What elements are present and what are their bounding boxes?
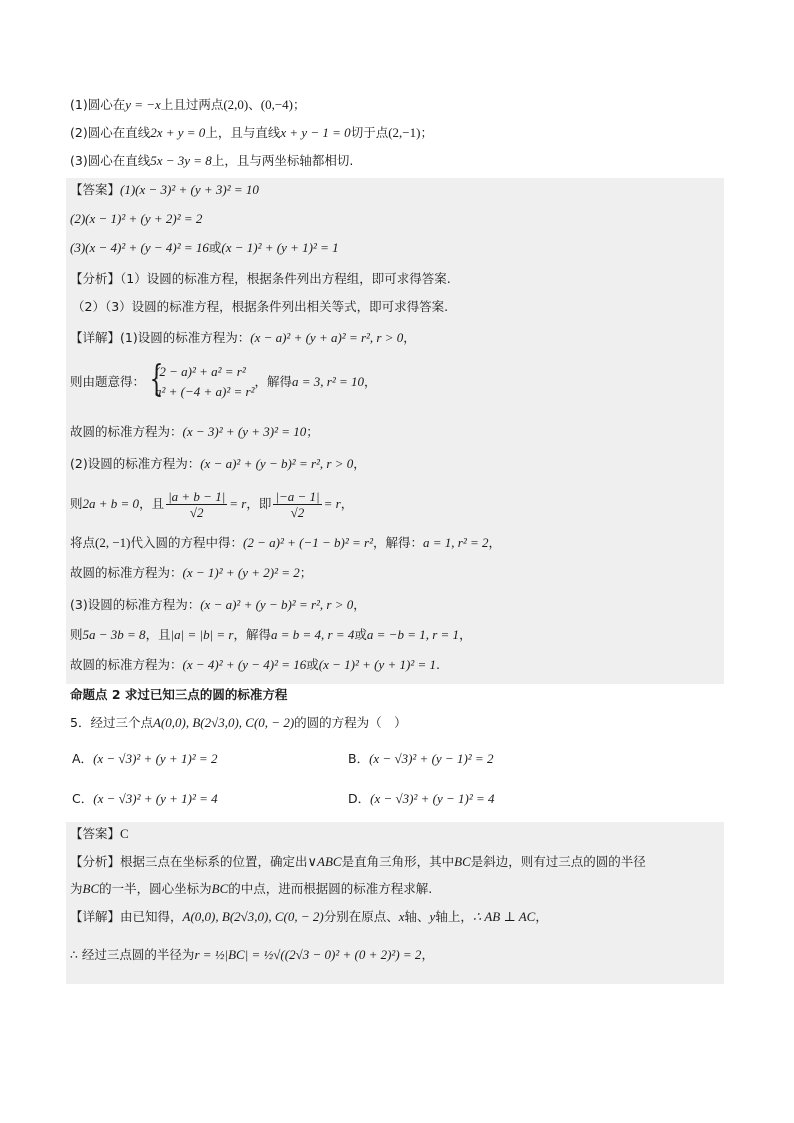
answer-equation-3a: (3)(x − 4)² + (y − 4)² = 16 xyxy=(70,240,209,255)
detail-10-equation-1: (x − 4)² + (y − 4)² = 16 xyxy=(182,657,307,672)
detail-4-text: (2)设圆的标准方程为： xyxy=(70,456,201,471)
analysis-text-1: （1）设圆的标准方程，根据条件列出方程组，即可求得答案. xyxy=(120,271,451,286)
detail-9-or: 或 xyxy=(354,627,367,642)
problem-2-math-a: 2x + y = 0 xyxy=(150,125,206,140)
q5-answer-value: C xyxy=(120,826,129,841)
problem-2-text-b: 上，且与直线 xyxy=(205,125,281,140)
detail-8-text: (3)设圆的标准方程为： xyxy=(70,597,201,612)
question-5-text-b: 的圆的方程为（ ） xyxy=(294,715,407,730)
system-row-2: a² + (−4 + a)² = r² xyxy=(155,384,255,399)
detail-8-equation: (x − a)² + (y − b)² = r², r > 0 xyxy=(200,597,354,612)
detail-line-7 xyxy=(70,564,312,582)
q5-analysis-line-1 xyxy=(70,853,646,871)
problem-2 xyxy=(70,124,433,142)
detail-line-8 xyxy=(70,596,366,614)
section-title: 命题点 2 求过已知三点的圆的标准方程 xyxy=(70,687,288,702)
q5-analysis-2-text-a: 为 xyxy=(70,881,83,896)
detail-9-text-b: ，且 xyxy=(145,627,171,642)
q5-analysis-2-text-c: 的中点，进而根据圆的标准方程求解. xyxy=(228,881,433,896)
detail-8-end: ， xyxy=(353,597,366,612)
detail-9-equation: 5a − 3b = 8 xyxy=(82,627,146,642)
problem-3-text-a: (3)圆心在直线 xyxy=(70,153,151,168)
option-b[interactable] xyxy=(348,750,493,768)
analysis-label: 【分析】 xyxy=(70,271,121,286)
detail-line-4 xyxy=(70,455,366,473)
detail-1-end: ， xyxy=(403,330,416,345)
q5-analysis-bc: BC xyxy=(454,854,471,869)
problem-1-text-d: ； xyxy=(293,97,306,112)
detail-7-text: 故圆的标准方程为： xyxy=(70,565,183,580)
q5-analysis-text-a: 根据三点在坐标系的位置，确定出 xyxy=(120,854,308,869)
detail-5-text-b: ，且 xyxy=(139,496,165,511)
detail-6-solution: a = 1, r² = 2 xyxy=(422,535,489,550)
fraction-2 xyxy=(273,489,321,520)
q5-analysis-2-bc-2: BC xyxy=(211,881,229,896)
q5-detail-2-end: ， xyxy=(421,947,434,962)
problem-2-text-c: 切于点 xyxy=(350,125,389,140)
q5-detail-points: A(0,0), B(2√3,0), C(0, − 2) xyxy=(182,909,324,924)
detail-5-eq-r-2: = r xyxy=(323,496,341,511)
analysis-line-1 xyxy=(70,270,451,288)
q5-detail-perp: ∴ AB ⊥ AC xyxy=(472,909,536,924)
q5-answer-line xyxy=(70,825,129,843)
problem-3-text-b: 上，且与两坐标轴都相切. xyxy=(211,153,354,168)
question-5-stem xyxy=(70,714,407,732)
section-heading xyxy=(70,686,287,704)
detail-7-end: ； xyxy=(299,565,313,580)
answer-line-3 xyxy=(70,239,339,257)
option-c-label: C． xyxy=(72,791,94,806)
detail-10-end: . xyxy=(436,657,441,672)
detail-line-10 xyxy=(70,656,440,674)
answer-equation-3b: (x − 1)² + (y + 1)² = 1 xyxy=(221,240,339,255)
detail-2-end: ， xyxy=(364,374,377,389)
option-a-equation: (x − √3)² + (y + 1)² = 2 xyxy=(93,751,218,766)
detail-9-end: ， xyxy=(459,627,472,642)
q5-analysis-text-b: 是直角三角形，其中 xyxy=(341,854,455,869)
q5-detail-line-1 xyxy=(70,908,548,926)
option-d-label: D． xyxy=(348,791,371,806)
option-b-equation: (x − √3)² + (y − 1)² = 2 xyxy=(369,751,494,766)
problem-3-math-a: 5x − 3y = 8 xyxy=(150,153,212,168)
detail-10-or: 或 xyxy=(306,657,319,672)
option-c-equation: (x − √3)² + (y + 1)² = 4 xyxy=(93,791,218,806)
fraction-1 xyxy=(166,489,227,520)
detail-3-equation: (x − 3)² + (y + 3)² = 10 xyxy=(182,424,307,439)
fraction-1-denominator: √2 xyxy=(189,505,204,520)
q5-answer-label: 【答案】 xyxy=(70,826,121,841)
q5-detail-2-equation: r = ½|BC| = ½√((2√3 − 0)² + (0 + 2)²) = 2 xyxy=(194,947,422,962)
q5-analysis-triangle: ∨ABC xyxy=(307,854,342,869)
question-5-text-a: 5．经过三个点 xyxy=(70,715,153,730)
problem-1 xyxy=(70,96,306,114)
q5-detail-text-b: 分别在原点、 xyxy=(323,909,399,924)
detail-9-text: 则 xyxy=(70,627,83,642)
detail-2-text: 则由题意得： xyxy=(70,374,146,389)
option-a[interactable] xyxy=(72,750,217,768)
detail-label: 【详解】 xyxy=(70,330,121,345)
detail-5-text: 则 xyxy=(70,496,83,511)
problem-1-text-b: 上且过两点 xyxy=(160,97,224,112)
q5-detail-2-text: ∴ 经过三点圆的半径为 xyxy=(70,947,195,962)
q5-analysis-2-text-b: 的一半，圆心坐标为 xyxy=(99,881,212,896)
fraction-2-numerator: |−a − 1| xyxy=(275,489,320,504)
detail-6-text-b: 代入圆的方程中得： xyxy=(130,535,244,550)
system-row-1: (2 − a)² + a² = r² xyxy=(155,364,246,379)
problem-1-math-a: y = −x xyxy=(125,97,161,112)
problem-1-point-2: (0,−4) xyxy=(260,97,294,112)
detail-7-equation: (x − 1)² + (y + 2)² = 2 xyxy=(182,565,300,580)
detail-9-text-c: ，解得 xyxy=(233,627,271,642)
q5-detail-line-2 xyxy=(70,946,434,964)
detail-line-2 xyxy=(70,359,377,402)
detail-line-6 xyxy=(70,534,501,552)
detail-line-5 xyxy=(70,487,353,521)
equation-system xyxy=(145,359,255,402)
answer-equation-1: (1)(x − 3)² + (y + 3)² = 10 xyxy=(120,182,259,197)
detail-5-eq-r: = r xyxy=(229,496,247,511)
answer-line-1 xyxy=(70,181,259,199)
detail-line-3 xyxy=(70,423,319,441)
question-5-points: A(0,0), B(2√3,0), C(0, − 2) xyxy=(152,715,295,730)
analysis-text-2: （2）（3）设圆的标准方程，根据条件列出相关等式，即可求得答案. xyxy=(72,299,449,314)
q5-detail-text-c: 轴、 xyxy=(404,909,430,924)
option-c[interactable] xyxy=(72,790,218,808)
detail-1-equation: (x − a)² + (y + a)² = r², r > 0 xyxy=(250,330,404,345)
option-d-equation: (x − √3)² + (y − 1)² = 4 xyxy=(370,791,495,806)
detail-6-point: (2, −1) xyxy=(95,535,131,550)
q5-analysis-text-c: 是斜边，则有过三点的圆的半径 xyxy=(470,854,646,869)
q5-analysis-label: 【分析】 xyxy=(70,854,121,869)
detail-10-text: 故圆的标准方程为： xyxy=(70,657,183,672)
problem-3 xyxy=(70,152,353,170)
q5-detail-text-d: 轴上， xyxy=(435,909,473,924)
problem-2-text-d: ； xyxy=(420,125,433,140)
q5-detail-x: x xyxy=(398,909,405,924)
problem-1-text-a: (1)圆心在 xyxy=(70,97,126,112)
detail-2-solution: a = 3, r² = 10 xyxy=(292,374,365,389)
problem-2-text-a: (2)圆心在直线 xyxy=(70,125,151,140)
detail-line-1 xyxy=(70,329,416,347)
problem-1-point-1: (2,0) xyxy=(223,97,249,112)
problem-1-text-c: 、 xyxy=(248,97,261,112)
q5-analysis-2-bc: BC xyxy=(82,881,100,896)
detail-6-text: 将点 xyxy=(70,535,96,550)
answer-or: 或 xyxy=(208,240,222,255)
detail-3-text: 故圆的标准方程为： xyxy=(70,424,183,439)
detail-line-9 xyxy=(70,626,472,644)
analysis-line-2 xyxy=(72,298,448,316)
answer-label: 【答案】 xyxy=(70,182,121,197)
problem-2-math-b: x + y − 1 = 0 xyxy=(280,125,351,140)
detail-9-abs: |a| = |b| = r xyxy=(170,627,234,642)
detail-10-equation-2: (x − 1)² + (y + 1)² = 1 xyxy=(318,657,437,672)
answer-equation-2: (2)(x − 1)² + (y + 2)² = 2 xyxy=(70,211,203,226)
q5-detail-text-a: 由已知得， xyxy=(120,909,183,924)
option-b-label: B． xyxy=(348,751,370,766)
fraction-1-numerator: |a + b − 1| xyxy=(168,489,226,504)
detail-6-end: ， xyxy=(488,535,502,550)
answer-line-2 xyxy=(70,210,202,228)
detail-9-solution-2: a = −b = 1, r = 1 xyxy=(366,627,460,642)
q5-detail-y: y xyxy=(429,909,436,924)
detail-3-end: ； xyxy=(306,424,319,439)
q5-analysis-line-2 xyxy=(70,880,432,898)
detail-6-equation: (2 − a)² + (−1 − b)² = r² xyxy=(243,535,373,550)
detail-6-text-c: ，解得： xyxy=(372,535,423,550)
detail-5-equation: 2a + b = 0 xyxy=(82,496,140,511)
detail-4-end: ， xyxy=(353,456,366,471)
detail-9-solution-1: a = b = 4, r = 4 xyxy=(271,627,355,642)
detail-1-text: (1)设圆的标准方程为： xyxy=(120,330,251,345)
detail-5-end: ， xyxy=(340,496,354,511)
option-d[interactable] xyxy=(348,790,495,808)
detail-2-text-b: ，解得 xyxy=(254,374,293,389)
q5-detail-end-1: ， xyxy=(535,909,548,924)
fraction-2-denominator: √2 xyxy=(290,505,305,520)
detail-5-text-c: ，即 xyxy=(246,496,272,511)
q5-detail-label: 【详解】 xyxy=(70,909,121,924)
brace-icon: { xyxy=(149,359,164,400)
option-a-label: A． xyxy=(72,751,94,766)
detail-4-equation: (x − a)² + (y − b)² = r², r > 0 xyxy=(200,456,354,471)
problem-2-point: (2,−1) xyxy=(388,125,421,140)
